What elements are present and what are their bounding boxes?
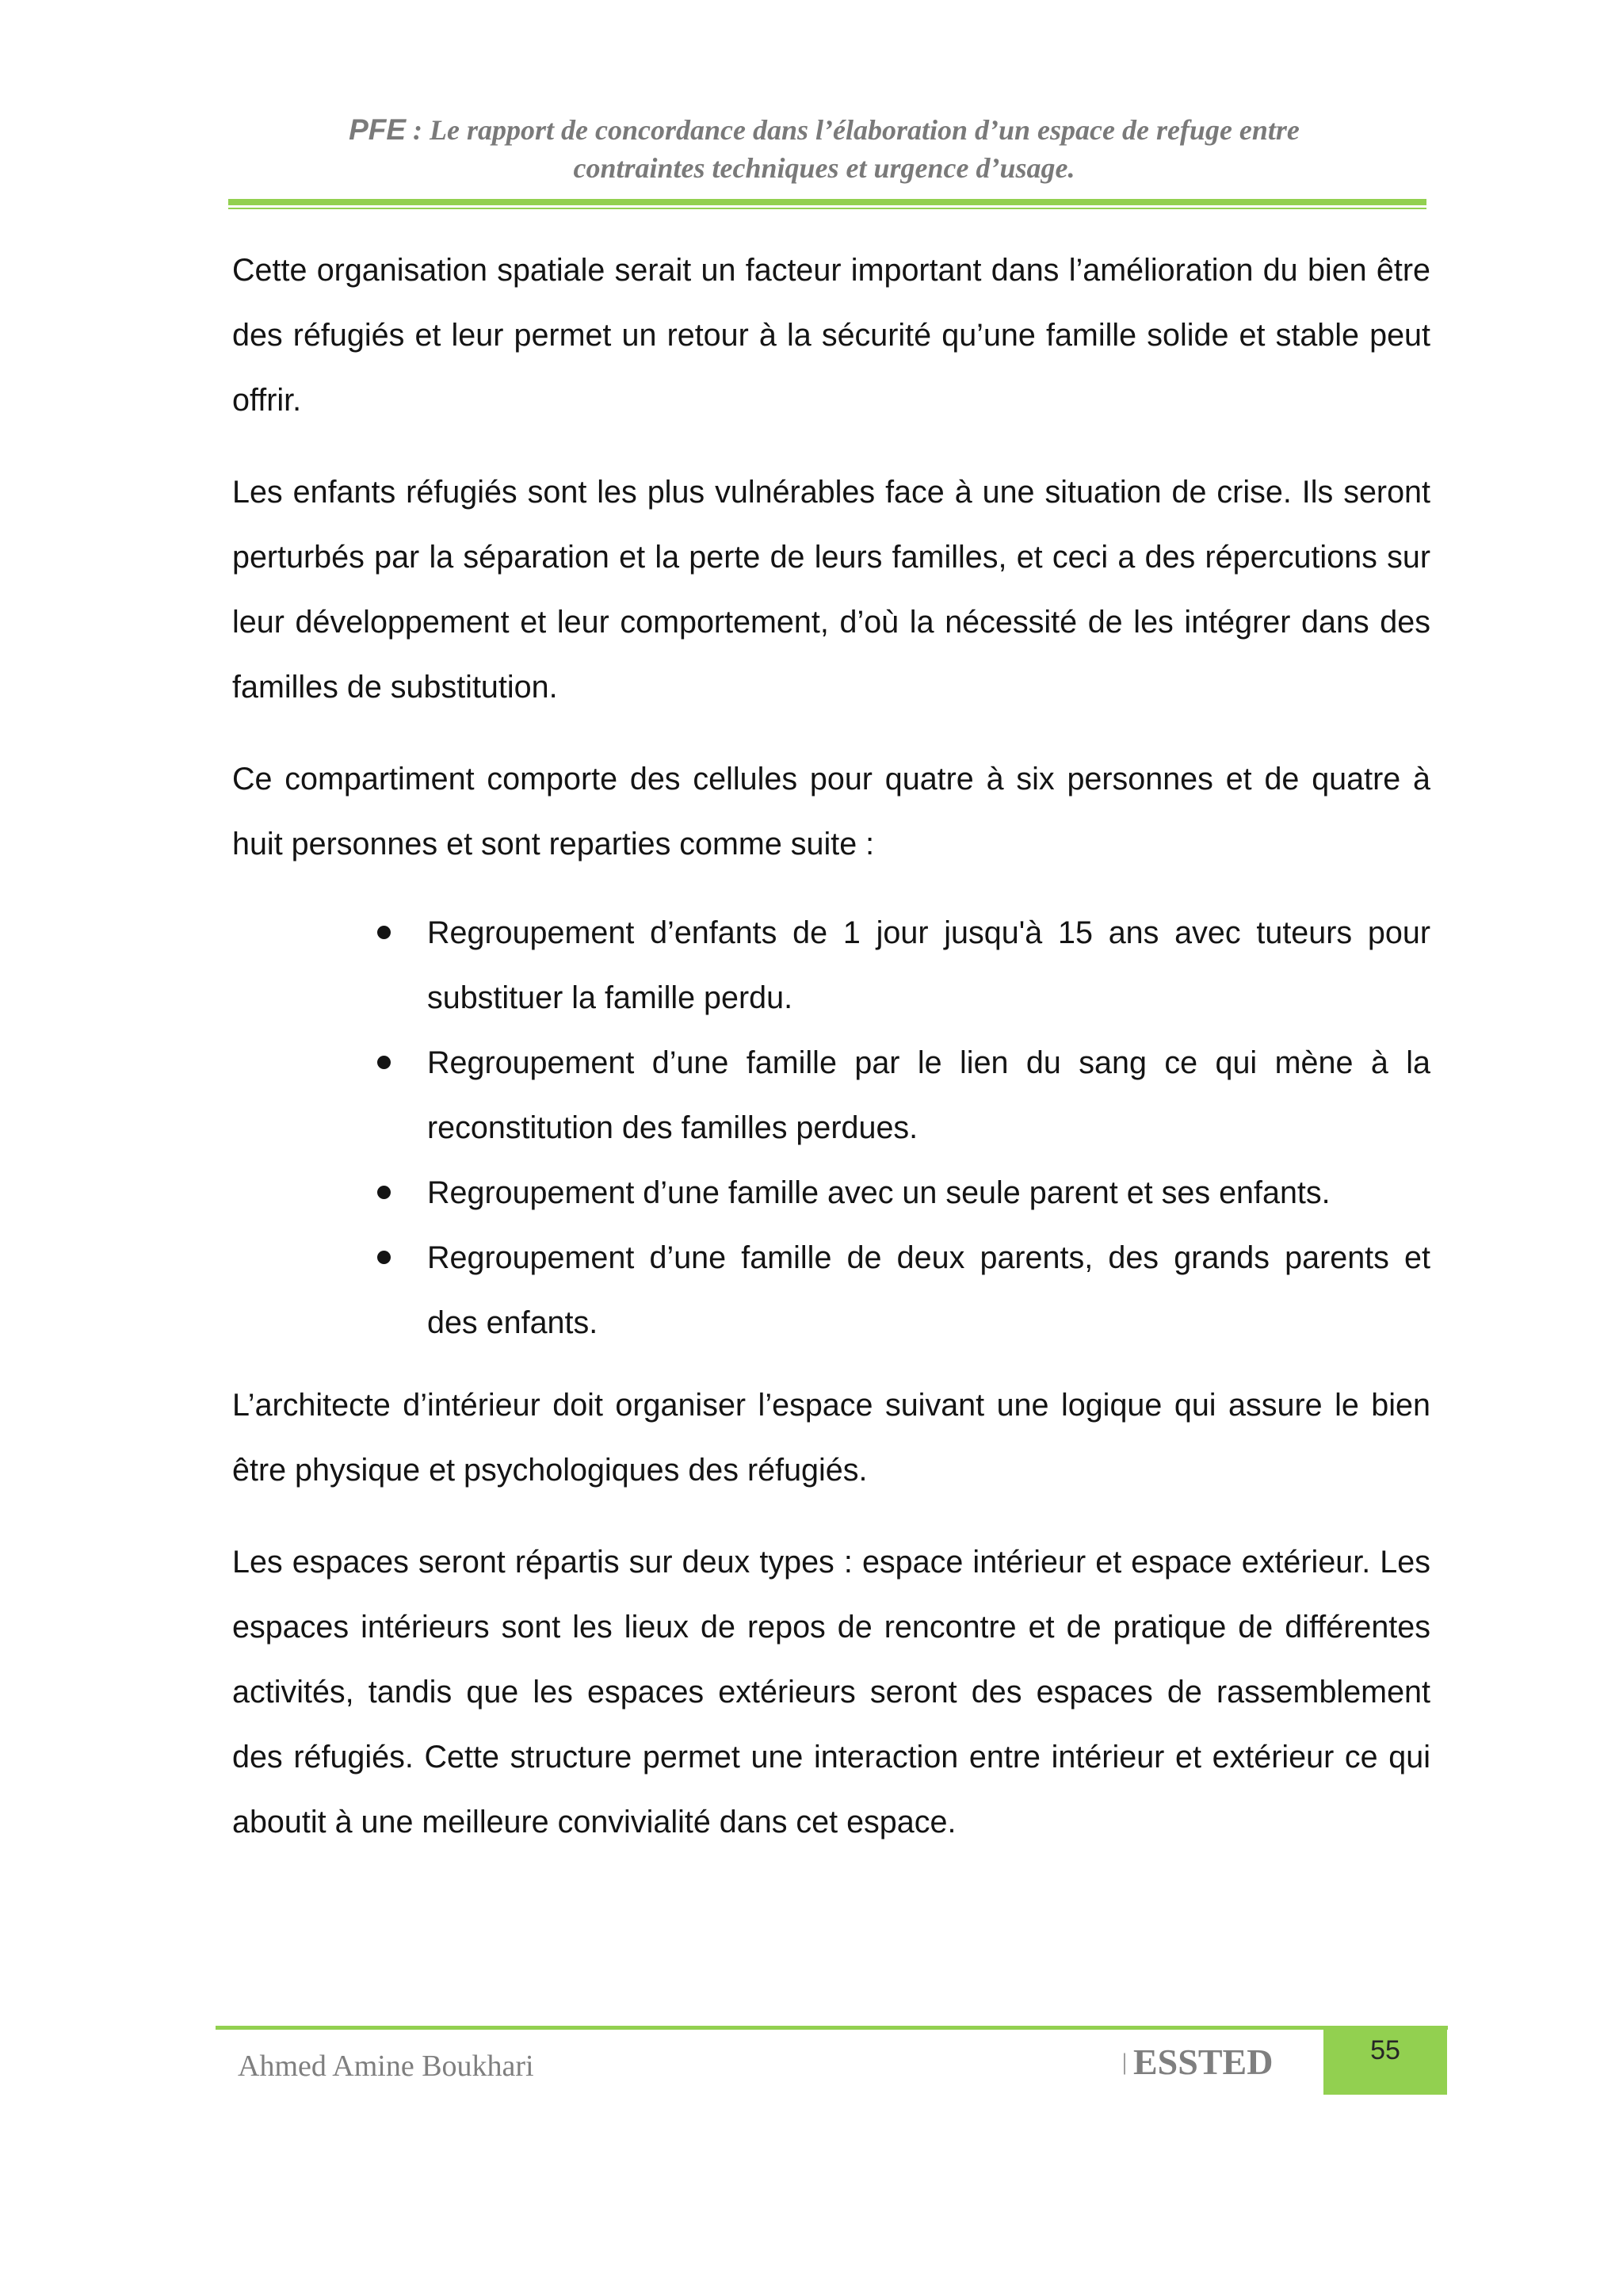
- footer-author: Ahmed Amine Boukhari: [238, 2050, 534, 2083]
- header-title-line-1: : Le rapport de concordance dans l’élaboration d’un espace de refuge entre: [406, 114, 1300, 146]
- bullet-dot-icon: [377, 926, 391, 939]
- bullet-text: Regroupement d’une famille avec un seule parent et ses enfants.: [427, 1175, 1331, 1210]
- bullet-item: [427, 1030, 1430, 1160]
- bullet-dot-icon: [377, 1251, 391, 1264]
- bullet-list: [232, 900, 1430, 1355]
- bullet-text: Regroupement d’une famille de deux parents, des grands parents et des enfants.: [427, 1240, 1430, 1340]
- header-prefix: PFE: [349, 113, 407, 146]
- header-rule-thin: [228, 208, 1426, 209]
- paragraph-1: Cette organisation spatiale serait un facteur important dans l’amélioration du bien être des réfugiés et leur permet un retour à la sécurité qu’une famille solide et stable peut offrir.: [232, 253, 1430, 418]
- paragraph-4: L’architecte d’intérieur doit organiser l’espace suivant une logique qui assure le bien être physique et psychologiques des réfugiés.: [232, 1388, 1430, 1488]
- bullet-item: [427, 900, 1430, 1030]
- paragraph-5: Les espaces seront répartis sur deux types : espace intérieur et espace extérieur. Les espaces intérieurs sont les lieux de repos de rencontre et de pratique de différentes activités, tandis que les espaces extérieurs seront des espaces de rassemblement des réfugiés. Cette structure permet une interaction entre intérieur et extérieur ce qui aboutit à une meilleure convivialité dans cet espace.: [232, 1545, 1430, 1839]
- bullet-text: Regroupement d’une famille par le lien du sang ce qui mène à la reconstitution des familles perdues.: [427, 1045, 1430, 1145]
- page-header: [230, 111, 1419, 187]
- bullet-dot-icon: [377, 1186, 391, 1199]
- bullet-text: Regroupement d’enfants de 1 jour jusqu'à 15 ans avec tuteurs pour substituer la famille perdu.: [427, 915, 1430, 1015]
- header-line-1: [230, 111, 1419, 149]
- bullet-item: [427, 1225, 1430, 1355]
- paragraph-3: Ce compartiment comporte des cellules pour quatre à six personnes et de quatre à huit personnes et sont reparties comme suite :: [232, 762, 1430, 861]
- document-body: [232, 238, 1430, 1881]
- bullet-dot-icon: [377, 1056, 391, 1069]
- header-title-line-2: contraintes techniques et urgence d’usage.: [573, 152, 1075, 184]
- footer-rule: [216, 2026, 1448, 2030]
- paragraph-2: Les enfants réfugiés sont les plus vulnérables face à une situation de crise. Ils seront perturbés par la séparation et la perte de leurs familles, et ceci a des répercutions sur leur développement et leur comportement, d’où la nécessité de les intégrer dans des familles de substitution.: [232, 475, 1430, 705]
- header-rule: [228, 199, 1426, 205]
- footer-separator: |: [1122, 2049, 1128, 2075]
- page-number: 55: [1323, 2026, 1447, 2095]
- bullet-item: [427, 1160, 1430, 1225]
- footer-school: ESSTED: [1133, 2042, 1274, 2082]
